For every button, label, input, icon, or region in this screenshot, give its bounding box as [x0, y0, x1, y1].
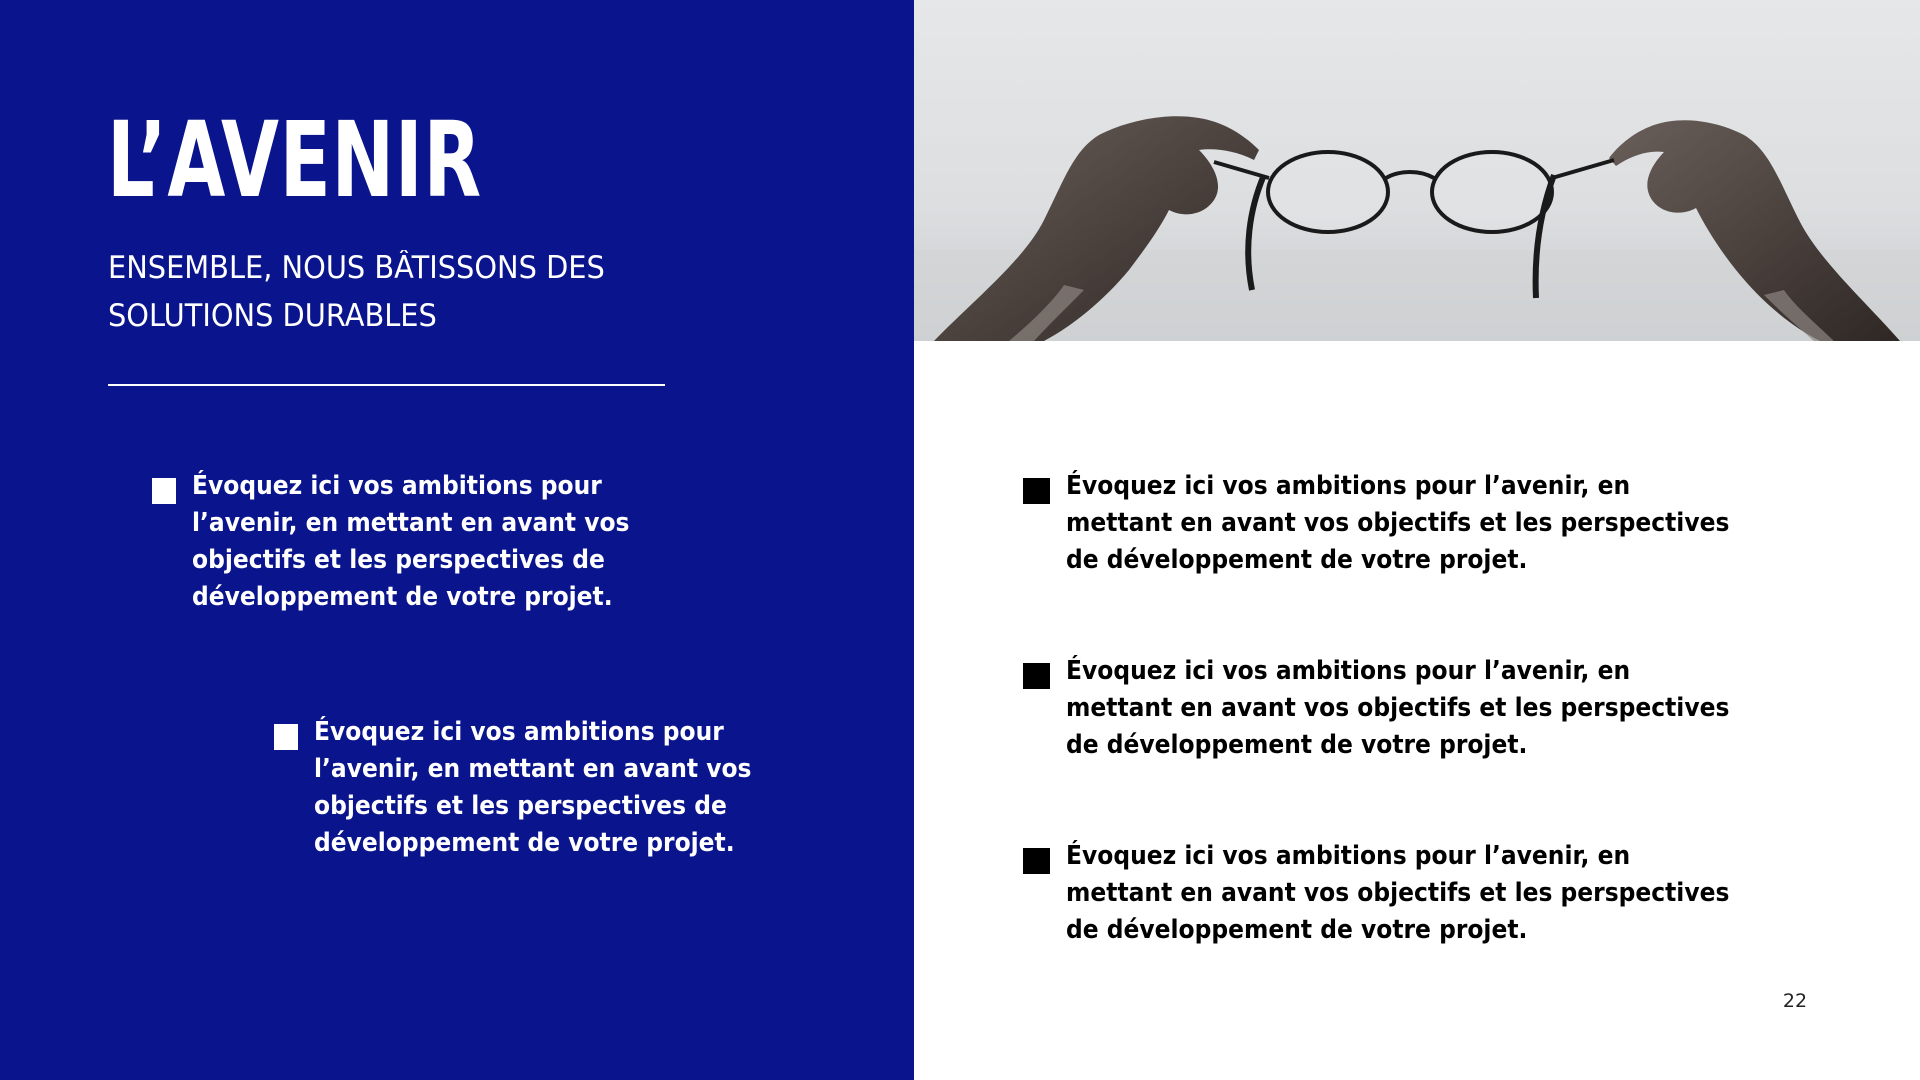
bullet-line: mettant en avant vos objectifs et les perspectives: [1066, 693, 1730, 723]
bullet-text: [1066, 653, 1803, 764]
bullet-line: Évoquez ici vos ambitions pour: [314, 717, 724, 747]
bullet-item[interactable]: [152, 468, 678, 616]
bullet-line: Évoquez ici vos ambitions pour l’avenir, en: [1066, 471, 1631, 501]
bullet-square-icon: [1023, 478, 1050, 504]
bullet-square-icon: [1023, 663, 1050, 689]
subtitle-line: ENSEMBLE, NOUS BÂTISSONS DES: [108, 250, 605, 286]
bullet-line: de développement de votre projet.: [1066, 730, 1528, 760]
bullet-square-icon: [274, 724, 298, 750]
title-divider: [108, 384, 665, 386]
bullet-line: Évoquez ici vos ambitions pour l’avenir, en: [1066, 656, 1631, 686]
bullet-line: Évoquez ici vos ambitions pour l’avenir, en: [1066, 841, 1631, 871]
bullet-line: de développement de votre projet.: [1066, 915, 1528, 945]
bullet-line: développement de votre projet.: [314, 828, 735, 858]
bullet-line: de développement de votre projet.: [1066, 545, 1528, 575]
bullet-line: Évoquez ici vos ambitions pour: [192, 471, 602, 501]
bullet-text: [1066, 468, 1803, 579]
bullet-line: mettant en avant vos objectifs et les perspectives: [1066, 878, 1730, 908]
bullet-item[interactable]: [1023, 838, 1803, 949]
bullet-line: objectifs et les perspectives de: [314, 791, 727, 821]
glasses-photo: [914, 0, 1920, 341]
bullet-square-icon: [152, 478, 176, 504]
subtitle-line: SOLUTIONS DURABLES: [108, 298, 437, 334]
bullet-square-icon: [1023, 848, 1050, 874]
bullet-text: [1066, 838, 1803, 949]
bullet-line: développement de votre projet.: [192, 582, 613, 612]
bullet-line: l’avenir, en mettant en avant vos: [314, 754, 752, 784]
bullet-item[interactable]: [1023, 653, 1803, 764]
bullet-text: [314, 714, 800, 862]
bullet-line: l’avenir, en mettant en avant vos: [192, 508, 630, 538]
bullet-line: objectifs et les perspectives de: [192, 545, 605, 575]
bullet-item[interactable]: [274, 714, 800, 862]
bullet-text: [192, 468, 678, 616]
glasses-held-in-hands-icon: [914, 0, 1920, 341]
page-number: 22: [1782, 990, 1808, 1012]
bullet-item[interactable]: [1023, 468, 1803, 579]
slide-title[interactable]: L’AVENIR: [107, 99, 482, 221]
bullet-line: mettant en avant vos objectifs et les perspectives: [1066, 508, 1730, 538]
slide-subtitle[interactable]: [108, 244, 708, 340]
